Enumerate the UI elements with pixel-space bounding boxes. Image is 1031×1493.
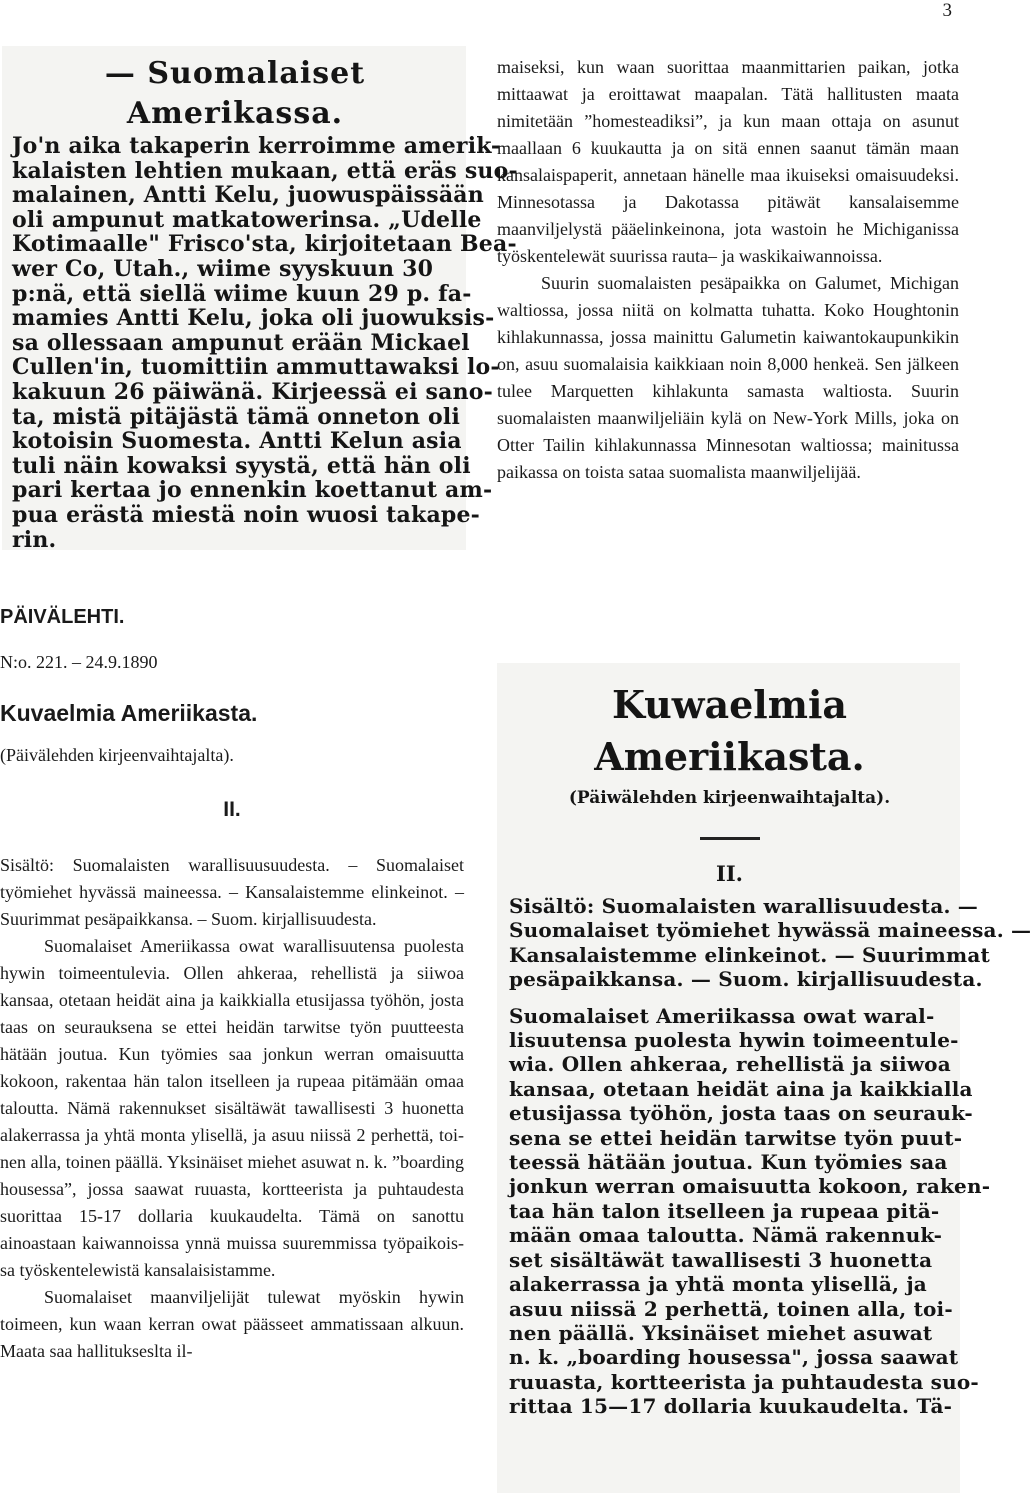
clipping-line: Cullen'in, tuomittiin ammuttawaksi lo-: [12, 354, 500, 381]
clipping-text: [12, 133, 518, 553]
clipping-line: Jo'n aika takaperin kerroimme amerik-: [12, 133, 501, 159]
clipping-line: pua erästä miestä noin wuosi takape-: [12, 501, 481, 528]
clipping-line: lisuutensa puolesta hywin toimeentule-: [509, 1028, 959, 1053]
clipping-line: etusijassa työhön, josta taas on seurauk-: [509, 1101, 973, 1126]
clipping-image-top: [2, 46, 518, 553]
page-number: 3: [942, 0, 952, 21]
body-paragraph: Suurin suomalaisten pesäpaikka on Galumet, Michigan waltiossa, jossa niitä on kolmatta tuhatta. Koko Houghtonin kihlakunnassa, jossa mainittu Galumetin kaiwantokaupunkikin on, asuu suomalaisia kaikkiaan noin 8,000 henkeä. Sen jälkeen tulee Marquetten kihlakunta samasta waltiosta. Suurin suomalaisten maanwiljeliäin kylä on New-York Mills, joka on Otter Tailin kihlakunnassa Minnesotan waltiossa; mainitussa paikassa on toista sataa suomalista maanwiljelijää.: [497, 273, 959, 482]
clipping-line: jonkun werran omaisuutta kokoon, raken-: [509, 1174, 991, 1199]
clipping-line: malainen, Antti Kelu, juowuspäissään: [12, 182, 484, 209]
clipping-line: pesäpaikkansa. — Suom. kirjallisuudesta.: [509, 967, 983, 992]
clipping-line: pari kertaa jo ennenkin koettanut am-: [12, 477, 493, 504]
body-paragraph: maiseksi, kun waan suorittaa maanmittarien paikan, jotka mittaawat ja eroittawat maapalan. Tätä hallitusten maata nimitetään ”homesteadiksi”, ja kun maan ottaja on asunut maallaan 6 kuukautta ja on sitä ennen saanut tämän maan kansalaispaperit, annetaan hänelle maa ikuiseksi omaisuudeksi. Minnesotassa ja Dakotassa pitäwät kansalaisemme maanviljelystä pääelinkeinona, jota wastoin he Michiganissa työskentelewät suurissa rauta– ja waskikaiwannoissa.: [497, 57, 959, 266]
body-paragraph: Suomalaiset maanviljelijät tulewat myöskin hywin toimeen, kun waan kerran owat päässeet ammatissaan alkuun. Maata saa hallitukseslta il-: [0, 1287, 464, 1361]
newspaper-name: PÄIVÄLEHTI.: [0, 606, 125, 628]
clipping-line: sa ollessaan ampunut erään Mickael: [12, 329, 470, 356]
part-numeral: II.: [223, 798, 241, 821]
right-text-column: [497, 54, 959, 486]
clipping-line: Kotimaalle" Frisco'sta, kirjoitetaan Bea-: [12, 231, 517, 258]
body-paragraph: Suomalaiset Ameriikassa owat warallisuutensa puolesta hywin toimeentulevia. Ollen ahkeraa, rehellistä ja siiwoa kansaa, otetaan heidät aina ja kaikkialla etusijassa työhön, josta taas on seurauksena se ettei heidän tarwitse työn puutteesta hätään joutua. Kun työmies saa jonkun werran omaisuutta kokoon, rakentaa hän talon itselleen ja rupeaa pitämään omaa taloutta. Nämä rakennukset sisältäwät tawallisesti 3 huonetta alakerrassa ja yhtä monta ylisellä, ja asuu niissä 2 perhettä, toinen alla, toinen päällä. Yksinäiset miehet asuwat n. k. ”boarding housessa”, jossa saawat ruuasta, kortteerista ja puhtaudesta suorittaa 15-17 dollaria kuukaudelta. Tämä on sanottu ainoastaan kaiwannoissa ynnä muissa suuremmissa työpaikoissa työskentelewistä kansalaisistamme.: [0, 936, 464, 1280]
clipping-line: kalaisten lehtien mukaan, että eräs suo-: [12, 157, 518, 184]
clipping-line: wia. Ollen ahkeraa, rehellistä ja siiwoa: [509, 1052, 951, 1077]
clipping-line: kotoisin Suomesta. Antti Kelun asia: [12, 428, 462, 455]
clipping-line: rin.: [12, 526, 57, 553]
article-subtitle: (Päivälehden kirjeenvaihtajalta).: [0, 745, 234, 765]
clipping-line: Suomalaiset työmiehet hywässä maineessa. —: [509, 918, 1031, 943]
clipping-line: asuu niissä 2 perhettä, toinen alla, toi-: [509, 1296, 953, 1321]
clipping-line: n. k. „boarding housessa", jossa saawat: [509, 1345, 959, 1370]
clipping-line: rittaa 15—17 dollaria kuukaudelta. Tä-: [509, 1394, 953, 1419]
clipping-line: mään omaa taloutta. Nämä rakennuk-: [509, 1223, 943, 1248]
clipping-line: p:nä, että siellä wiime kuun 29 p. fa-: [12, 280, 472, 307]
clipping-divider: [700, 837, 760, 840]
clipping-line: tuli näin kowaksi syystä, että hän oli: [12, 452, 471, 479]
clipping-line: sena se ettei heidän tarwitse työn puut-: [509, 1125, 963, 1150]
clipping-line: set sisältäwät tawallisesti 3 huonetta: [509, 1247, 933, 1272]
issue-number: N:o. 221. – 24.9.1890: [0, 652, 158, 672]
clipping-line: [509, 992, 950, 1004]
clipping-line: teessä hätään joutua. Kun työmies saa: [509, 1150, 948, 1175]
clipping-text: [509, 894, 1031, 1419]
clipping-line: Kansalaistemme elinkeinot. — Suurimmat: [509, 942, 990, 967]
clipping-subheading: (Päiwälehden kirjeenwaihtajalta).: [568, 788, 891, 808]
clipping-line: mamies Antti Kelu, joka oli juowuksis-: [12, 305, 495, 332]
clipping-heading: Kuwaelmia Ameriikasta.: [594, 682, 865, 779]
clipping-line: Sisältö: Suomalaisten warallisuudesta. —: [509, 894, 979, 918]
clipping-line: nen päällä. Yksinäiset miehet asuwat: [509, 1320, 933, 1345]
clipping-line: Suomalaiset Ameriikassa owat waral-: [509, 1003, 935, 1028]
clipping-line: kakuun 26 päiwänä. Kirjeessä ei sano-: [12, 378, 493, 405]
article-title: Kuvaelmia Ameriikasta.: [0, 700, 258, 726]
clipping-line: kansaa, otetaan heidät aina ja kaikkialla: [509, 1076, 973, 1101]
clipping-line: ta, mistä pitäjästä tämä onneton oli: [12, 403, 461, 430]
clipping-numeral: II.: [716, 861, 743, 886]
clipping-line: ruuasta, kortteerista ja puhtaudesta suo-: [509, 1369, 979, 1394]
clipping-image-bottom: [497, 663, 1031, 1493]
clipping-line: taa hän talon itselleen ja rupeaa pitä-: [509, 1198, 940, 1223]
clipping-line: wer Co, Utah., wiime syyskuun 30: [12, 255, 434, 282]
clipping-heading: — Suomalaiset Amerikassa.: [104, 56, 366, 131]
left-text-column: [0, 852, 464, 1365]
contents-paragraph: Sisältö: Suomalaisten warallisuusuudesta. – Suomalaiset työmiehet hyvässä maineessa. – Kansalaistemme elinkeinot. – Suurimmat pesäpaikkansa. – Suom. kirjallisuudesta.: [0, 855, 464, 929]
clipping-line: oli ampunut matkatowerinsa. „Udelle: [12, 206, 482, 233]
clipping-line: alakerrassa ja yhtä monta ylisellä, ja: [509, 1272, 927, 1297]
